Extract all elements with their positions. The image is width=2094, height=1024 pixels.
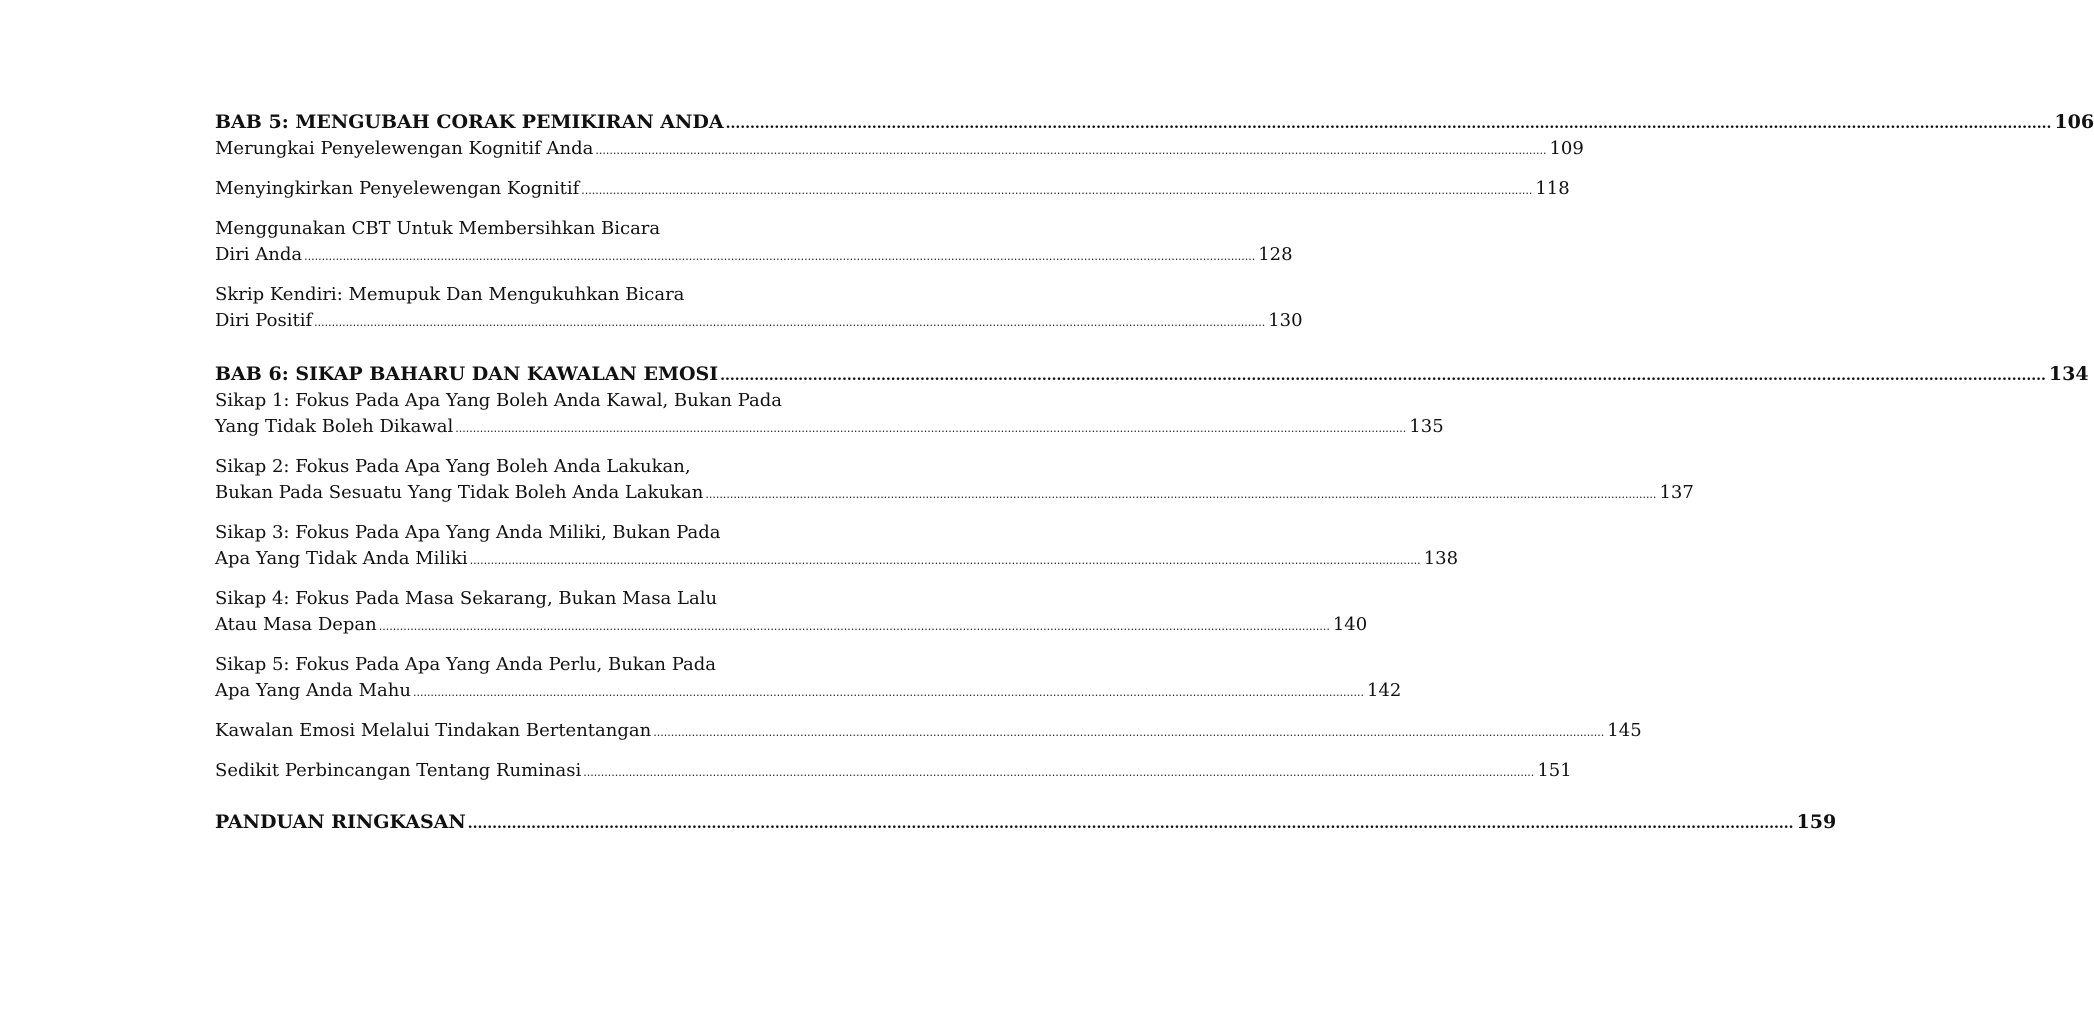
- chapter-page-number: 159: [1796, 811, 1837, 833]
- entry-page-number: 142: [1367, 680, 1402, 701]
- toc-entry: [215, 282, 1303, 334]
- toc-entry: [215, 718, 1642, 744]
- dot-leader: [720, 369, 2046, 383]
- dot-leader: [379, 621, 1330, 632]
- toc-entry: [215, 136, 1584, 162]
- dot-leader: [455, 423, 1406, 434]
- entry-page-number: 135: [1409, 416, 1444, 437]
- chapter-heading: [215, 808, 1837, 836]
- entry-title: Menyingkirkan Penyelewengan Kognitif: [215, 178, 580, 199]
- dot-leader: [468, 817, 1794, 831]
- entry-title-line-1: Sikap 3: Fokus Pada Apa Yang Anda Miliki, Bukan Pada: [215, 522, 721, 543]
- dot-leader: [304, 251, 1255, 262]
- chapter-title: BAB 5: MENGUBAH CORAK PEMIKIRAN ANDA: [215, 111, 724, 133]
- toc-entry: [215, 758, 1572, 784]
- toc-entry: [215, 454, 1694, 506]
- entry-title-line-1: Skrip Kendiri: Memupuk Dan Mengukuhkan Bicara: [215, 284, 685, 305]
- entry-page-number: 138: [1423, 548, 1459, 569]
- entry-page-number: 109: [1549, 138, 1584, 159]
- entry-title-line-1: Sikap 1: Fokus Pada Apa Yang Boleh Anda Kawal, Bukan Pada: [215, 390, 782, 411]
- entry-title-line-2: Diri Positif: [215, 310, 313, 331]
- toc-entry: [215, 586, 1368, 638]
- toc-entry: [215, 216, 1293, 268]
- chapter-title: BAB 6: SIKAP BAHARU DAN KAWALAN EMOSI: [215, 363, 719, 385]
- entry-page-number: 137: [1659, 482, 1694, 503]
- entry-title-line-1: Sikap 2: Fokus Pada Apa Yang Boleh Anda Lakukan,: [215, 456, 691, 477]
- entry-title-line-2: Apa Yang Tidak Anda Miliki: [215, 548, 468, 569]
- entry-title-line-2: Apa Yang Anda Mahu: [215, 680, 411, 701]
- toc-entry: [215, 652, 1402, 704]
- entry-title: Kawalan Emosi Melalui Tindakan Bertentangan: [215, 720, 652, 741]
- dot-leader: [581, 185, 1532, 196]
- entry-title-line-2: Yang Tidak Boleh Dikawal: [215, 416, 454, 437]
- toc-entry: [215, 520, 1459, 572]
- entry-title: Merungkai Penyelewengan Kognitif Anda: [215, 138, 594, 159]
- dot-leader: [583, 767, 1534, 778]
- chapter-title: PANDUAN RINGKASAN: [215, 811, 466, 833]
- entry-title-line-2: Diri Anda: [215, 244, 303, 265]
- toc-entry: [215, 176, 1570, 202]
- dot-leader: [653, 727, 1604, 738]
- dot-leader: [413, 687, 1364, 698]
- dot-leader: [595, 145, 1546, 156]
- entry-page-number: 130: [1268, 310, 1303, 331]
- dot-leader: [705, 489, 1656, 500]
- table-of-contents: [215, 108, 2094, 836]
- entry-title-line-1: Sikap 4: Fokus Pada Masa Sekarang, Bukan Masa Lalu: [215, 588, 718, 609]
- dot-leader: [470, 555, 1421, 566]
- entry-page-number: 128: [1258, 244, 1293, 265]
- toc-entry: [215, 388, 1444, 440]
- chapter-heading: [215, 360, 2089, 388]
- chapter-page-number: 134: [2048, 363, 2089, 385]
- entry-title: Sedikit Perbincangan Tentang Ruminasi: [215, 760, 582, 781]
- entry-title-line-1: Sikap 5: Fokus Pada Apa Yang Anda Perlu, Bukan Pada: [215, 654, 717, 675]
- entry-page-number: 118: [1535, 178, 1570, 199]
- dot-leader: [314, 317, 1265, 328]
- chapter-page-number: 106: [2054, 111, 2094, 133]
- entry-page-number: 145: [1607, 720, 1642, 741]
- entry-title-line-1: Menggunakan CBT Untuk Membersihkan Bicara: [215, 218, 661, 239]
- entry-page-number: 140: [1332, 614, 1368, 635]
- entry-page-number: 151: [1537, 760, 1572, 781]
- entry-title-line-2: Atau Masa Depan: [215, 614, 377, 635]
- chapter-heading: [215, 108, 2094, 136]
- entry-title-line-2: Bukan Pada Sesuatu Yang Tidak Boleh Anda Lakukan: [215, 482, 704, 503]
- dot-leader: [726, 117, 2052, 131]
